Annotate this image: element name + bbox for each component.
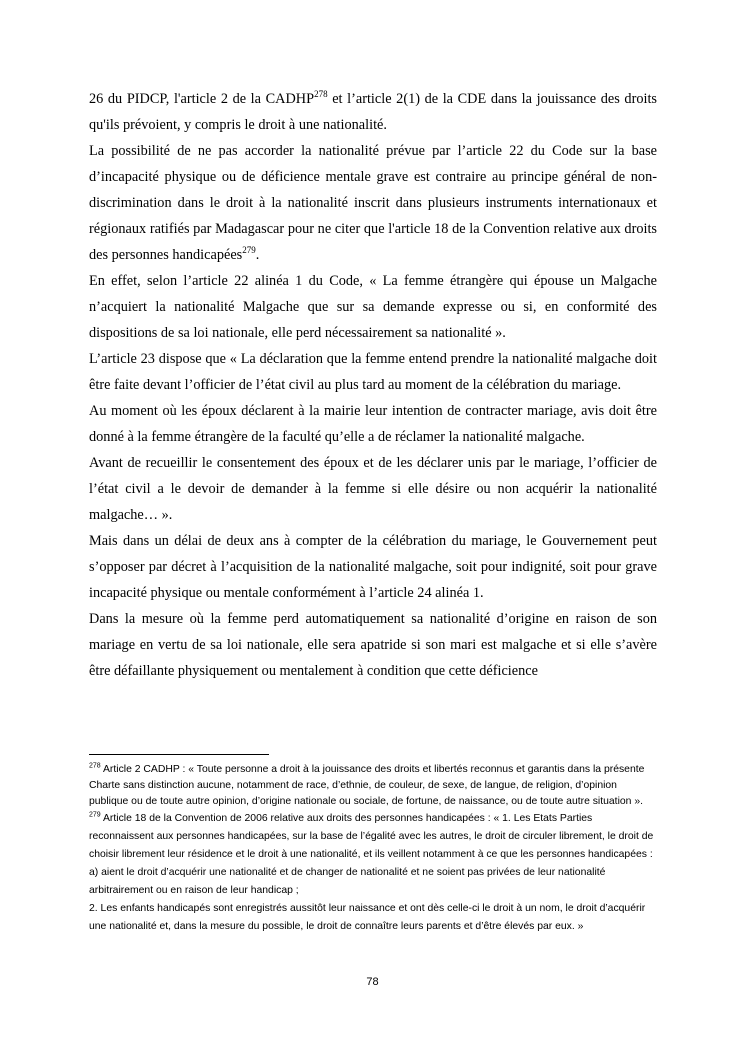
footnote-279 <box>89 810 657 900</box>
footnote-278 <box>89 762 657 810</box>
footnote-number-278: 278 <box>89 762 101 770</box>
paragraph-2-text-a: La possibilité de ne pas accorder la nationalité prévue par l’article 22 du Code sur la base d’incapacité physique ou de déficience mentale grave est contraire au principe général de non-discrimination dans le droit à la nationalité inscrit dans plusieurs instruments internationaux et régionaux ratifiés par Madagascar pour ne citer que l'article 18 de la Convention relative aux droits des personnes handicapées <box>89 143 657 263</box>
paragraph-2-text-b: . <box>255 247 260 263</box>
paragraph-8: Dans la mesure où la femme perd automatiquement sa nationalité d’origine en raison de son mariage en vertu de sa loi nationale, elle sera apatride si son mari est malgache et si elle s’avère être défaillante physiquement ou mentalement à condition que cette déficience <box>89 611 657 679</box>
paragraph-1-text-a: 26 du PIDCP, l'article 2 de la CADHP <box>89 91 315 107</box>
paragraph-6: Avant de recueillir le consentement des époux et de les déclarer unis par le mariage, l’officier de l’état civil a le devoir de demander à la femme si elle désire ou non acquérir la nationalité malgache… ». <box>89 455 657 523</box>
footnotes <box>89 762 657 936</box>
footnote-ref-279: 279 <box>242 245 256 256</box>
paragraph-2 <box>89 138 657 268</box>
paragraph-1-text-b: et l’article 2(1) de la CDE dans la jouissance des droits qu'ils prévoient, y compris le droit à une nationalité. <box>89 91 657 133</box>
paragraph-1 <box>89 86 657 138</box>
footnote-278-text: Article 2 CADHP : « Toute personne a droit à la jouissance des droits et libertés reconnus et garantis dans la présente Charte sans distinction aucune, notamment de race, d’ethnie, de couleur, de sexe, de langue, de religion, d’opinion publique ou de toute autre opinion, d’origine nationale ou sociale, de fortune, de naissance, ou de toute autre situation ». <box>89 764 645 807</box>
footnote-279-continued: 2. Les enfants handicapés sont enregistrés aussitôt leur naissance et ont dès celle-ci le droit à un nom, le droit d’acquérir une nationalité et, dans la mesure du possible, le droit de connaître leurs parents et d’être élevés par eux. » <box>89 903 646 932</box>
footnote-ref-278: 278 <box>314 89 328 100</box>
paragraph-4: L’article 23 dispose que « La déclaration que la femme entend prendre la nationalité malgache doit être faite devant l’officier de l’état civil au plus tard au moment de la célébration du mariage. <box>89 351 657 393</box>
main-text <box>89 86 657 684</box>
paragraph-7: Mais dans un délai de deux ans à compter de la célébration du mariage, le Gouvernement peut s’opposer par décret à l’acquisition de la nationalité malgache, soit pour indignité, soit pour grave incapacité physique ou mentale conformément à l’article 24 alinéa 1. <box>89 533 657 601</box>
footnote-separator <box>89 754 269 755</box>
footnote-number-279: 279 <box>89 811 101 819</box>
paragraph-5: Au moment où les époux déclarent à la mairie leur intention de contracter mariage, avis doit être donné à la femme étrangère de la faculté qu’elle a de réclamer la nationalité malgache. <box>89 403 657 445</box>
footnote-279-text: Article 18 de la Convention de 2006 relative aux droits des personnes handicapées : « 1. Les Etats Parties reconnaissent aux personnes handicapées, sur la base de l’égalité avec les autres, le droit de circuler librement, le droit de choisir librement leur résidence et le droit à une nationalité, et ils veillent notamment à ce que les personnes handicapées : a) aient le droit d’acquérir une nationalité et de changer de nationalité et ne soient pas privées de leur nationalité arbitrairement ou en raison de leur handicap ; <box>89 813 654 896</box>
paragraph-3: En effet, selon l’article 22 alinéa 1 du Code, « La femme étrangère qui épouse un Malgache n’acquiert la nationalité Malgache que sur sa demande expresse ou si, en conformité des dispositions de sa loi nationale, elle perd nécessairement sa nationalité ». <box>89 273 657 341</box>
page-number: 78 <box>366 976 379 988</box>
